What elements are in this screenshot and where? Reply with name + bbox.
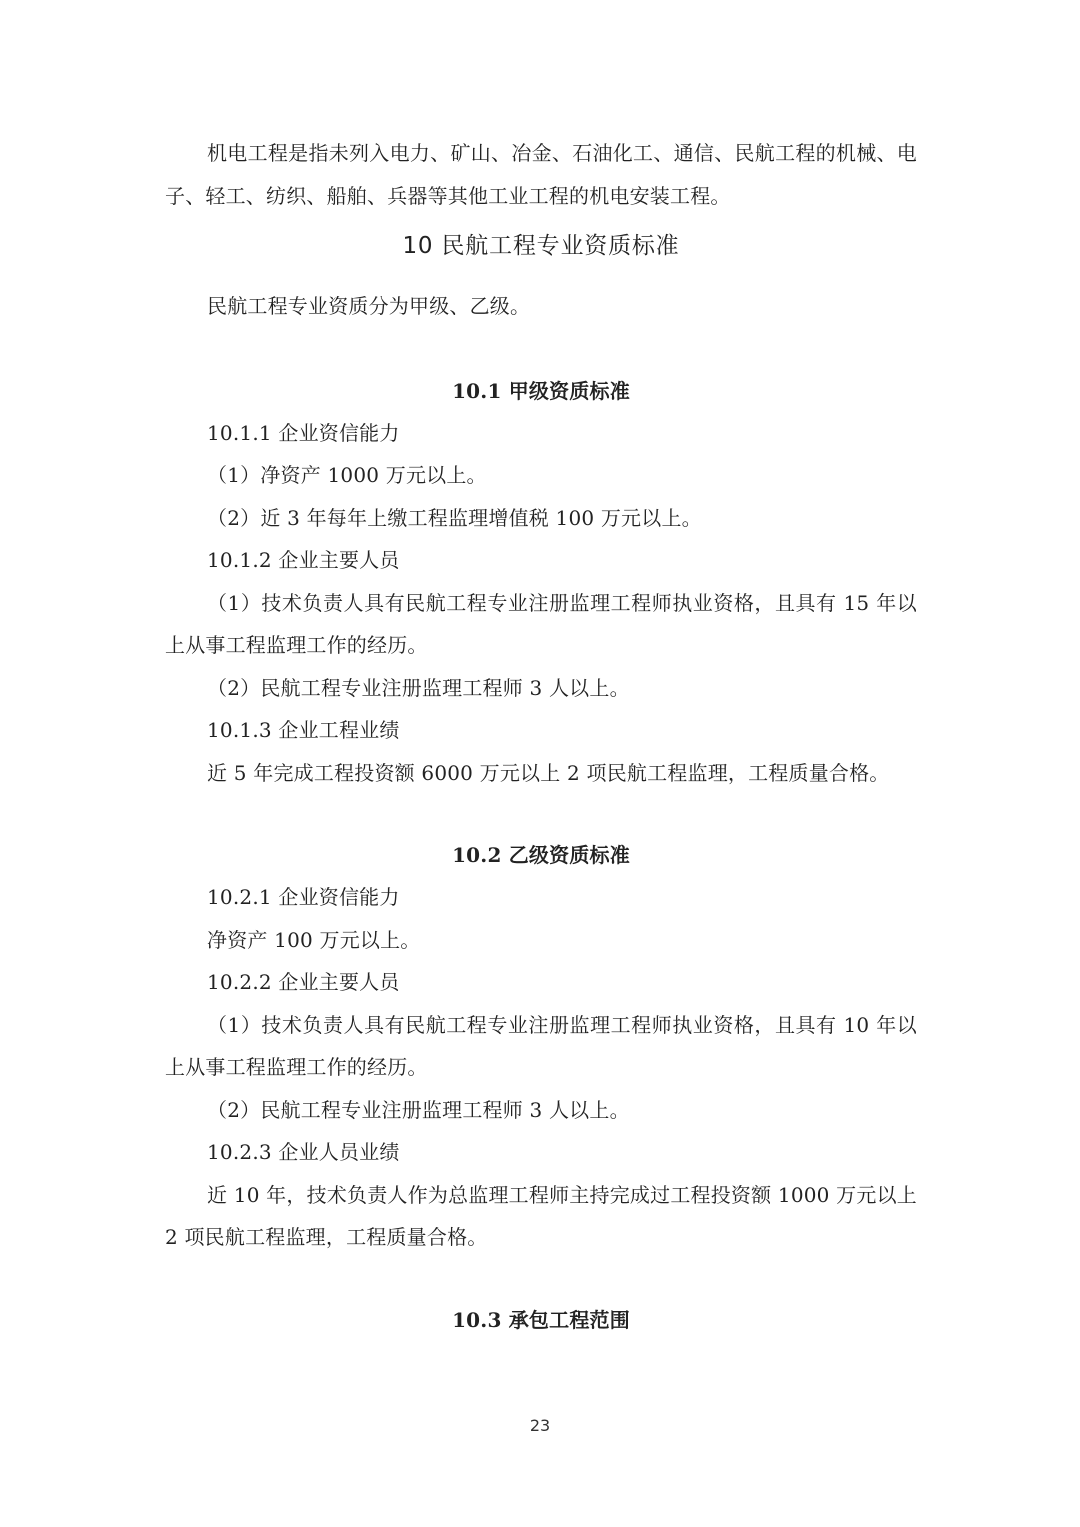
section-10-1-title: 10.1 甲级资质标准 xyxy=(452,378,630,403)
section-10-1-3-item-1: 近 5 年完成工程投资额 6000 万元以上 2 项民航工程监理，工程质量合格。 xyxy=(207,760,890,785)
section-spacer xyxy=(165,794,917,834)
intro-paragraph: 机电工程是指未列入电力、矿山、冶金、石油化工、通信、民航工程的机械、电子、轻工、纺织、船舶、兵器等其他工业工程的机电安装工程。 xyxy=(165,141,917,208)
section-10-summary: 民航工程专业资质分为甲级、乙级。 xyxy=(207,294,531,318)
page-number: 23 xyxy=(529,1416,551,1435)
section-10-1-2-item-1: （1）技术负责人具有民航工程专业注册监理工程师执业资格，且具有 15 年以上从事工程监理工作的经历。 xyxy=(165,590,917,657)
section-10-2-title: 10.2 乙级资质标准 xyxy=(452,843,630,867)
section-10-1-2-heading: 10.1.2 企业主要人员 xyxy=(207,548,400,572)
section-10-2-1-item-1: 净资产 100 万元以上。 xyxy=(207,927,421,952)
section-10-3-title: 10.3 承包工程范围 xyxy=(452,1307,630,1332)
section-10-2-1-heading: 10.2.1 企业资信能力 xyxy=(207,885,400,909)
section-spacer xyxy=(165,1259,917,1299)
section-10-1-1-heading: 10.1.1 企业资信能力 xyxy=(207,420,400,445)
section-10-2-3-heading: 10.2.3 企业人员业绩 xyxy=(207,1140,400,1164)
section-10-2-2-item-1: （1）技术负责人具有民航工程专业注册监理工程师执业资格，且具有 10 年以上从事工程监理工作的经历。 xyxy=(165,1012,917,1079)
section-10-title: 10 民航工程专业资质标准 xyxy=(402,233,680,259)
section-10-1-1-item-1: （1）净资产 1000 万元以上。 xyxy=(207,463,487,487)
section-10-1-3-heading: 10.1.3 企业工程业绩 xyxy=(207,718,400,742)
section-10-2-2-heading: 10.2.2 企业主要人员 xyxy=(207,970,400,994)
section-10-1-1-item-2: （2）近 3 年每年上缴工程监理增值税 100 万元以上。 xyxy=(207,505,702,530)
page-content xyxy=(165,132,917,1341)
section-10-2-3-item-1: 近 10 年，技术负责人作为总监理工程师主持完成过工程投资额 1000 万元以上 2 项民航工程监理，工程质量合格。 xyxy=(165,1182,917,1249)
section-spacer xyxy=(165,328,917,370)
section-10-1-2-item-2: （2）民航工程专业注册监理工程师 3 人以上。 xyxy=(207,675,630,700)
section-10-2-2-item-2: （2）民航工程专业注册监理工程师 3 人以上。 xyxy=(207,1097,630,1122)
